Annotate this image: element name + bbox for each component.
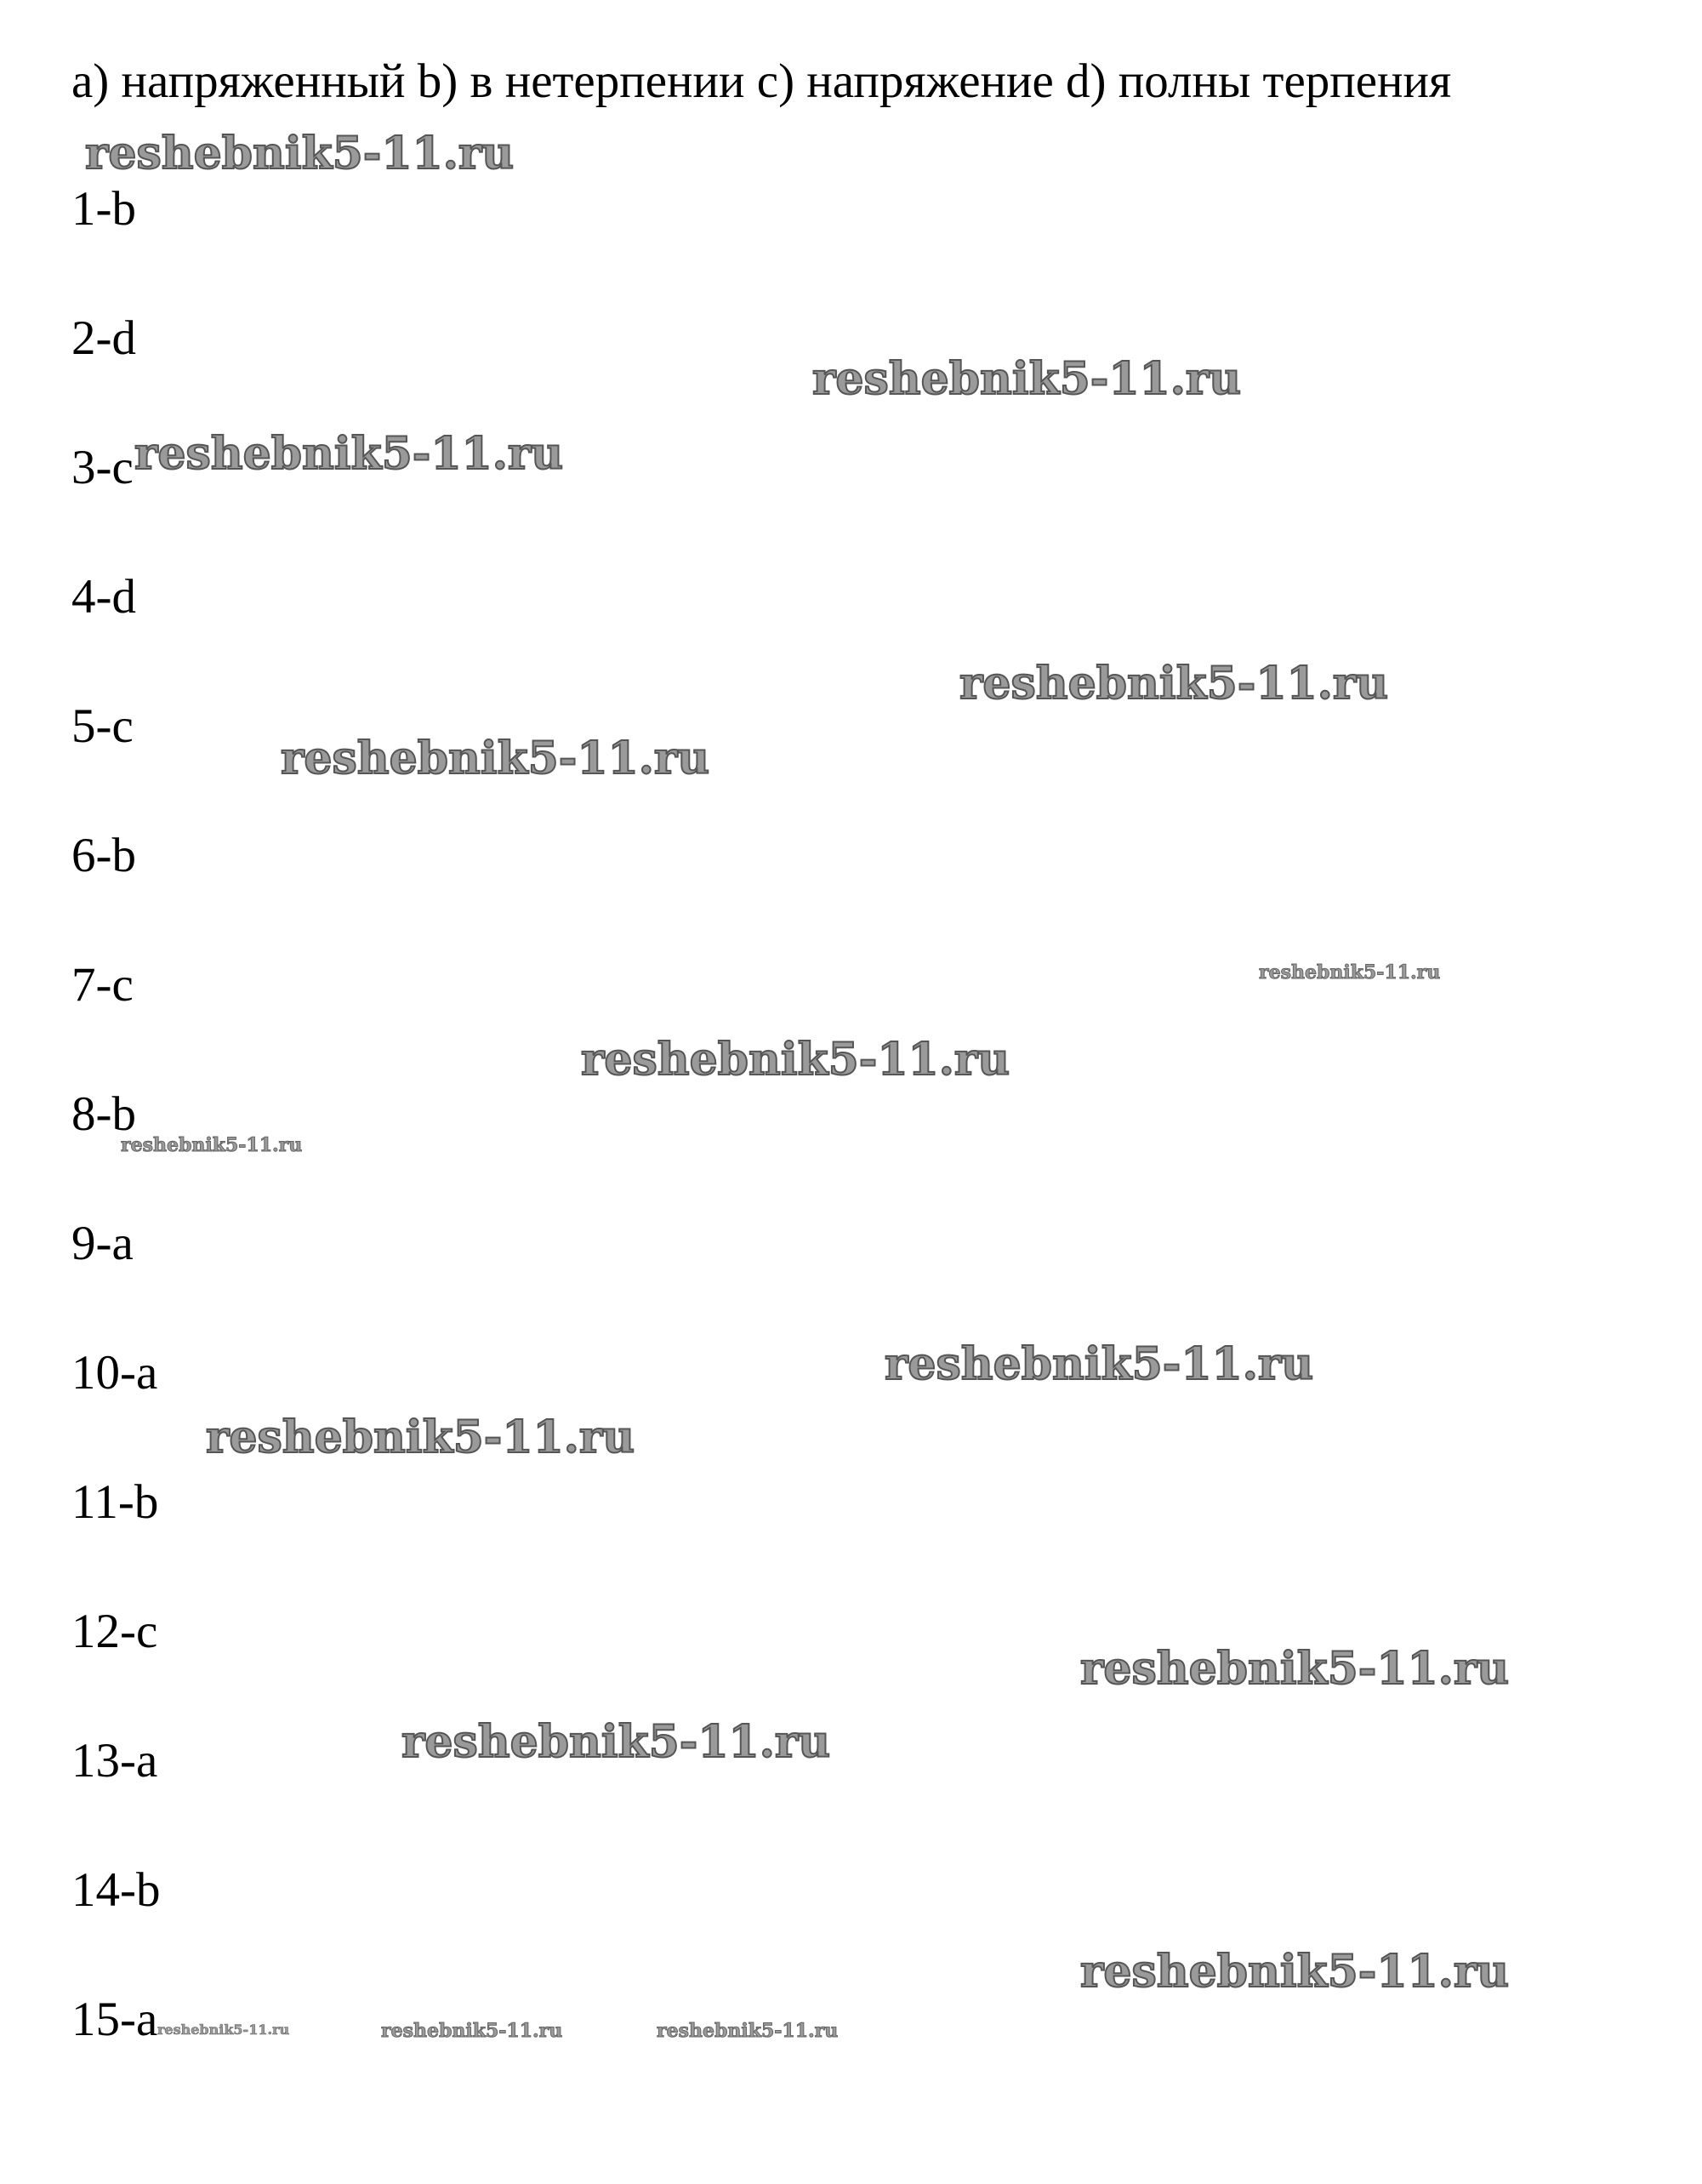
watermark: reshebnik5-11.ru [157,2021,290,2038]
watermark: reshebnik5-11.ru [401,1716,831,1768]
answer-item: 2-d [71,311,136,365]
answer-item: 13-a [71,1734,158,1788]
answer-item: 8-b [71,1087,136,1141]
answer-item: 1-b [71,182,136,236]
answer-item: 3-c [71,441,134,494]
watermark: reshebnik5-11.ru [381,2020,563,2042]
watermark: reshebnik5-11.ru [1259,961,1441,984]
answer-item: 5-c [71,699,134,753]
watermark: reshebnik5-11.ru [657,2020,839,2042]
watermark: reshebnik5-11.ru [885,1338,1314,1390]
watermark: reshebnik5-11.ru [85,128,515,180]
options-legend: a) напряженный b) в нетерпении c) напряжение d) полны терпения [71,54,1452,108]
answer-item: 4-d [71,570,136,624]
watermark: reshebnik5-11.ru [1080,1643,1510,1695]
answer-item: 7-c [71,958,134,1012]
watermark: reshebnik5-11.ru [206,1411,635,1463]
watermark: reshebnik5-11.ru [121,1134,303,1156]
watermark: reshebnik5-11.ru [134,428,564,480]
answer-item: 9-a [71,1217,134,1270]
answer-item: 10-a [71,1346,158,1400]
watermark: reshebnik5-11.ru [581,1034,1010,1086]
watermark: reshebnik5-11.ru [281,733,710,784]
answer-item: 6-b [71,829,136,882]
watermark: reshebnik5-11.ru [812,353,1242,405]
answer-item: 15-a [71,1993,158,2046]
watermark: reshebnik5-11.ru [959,658,1389,710]
watermark: reshebnik5-11.ru [1080,1946,1510,1998]
answer-item: 12-c [71,1605,158,1658]
answer-item: 14-b [71,1863,161,1917]
answer-list [71,0,412,2184]
answer-item: 11-b [71,1475,159,1529]
